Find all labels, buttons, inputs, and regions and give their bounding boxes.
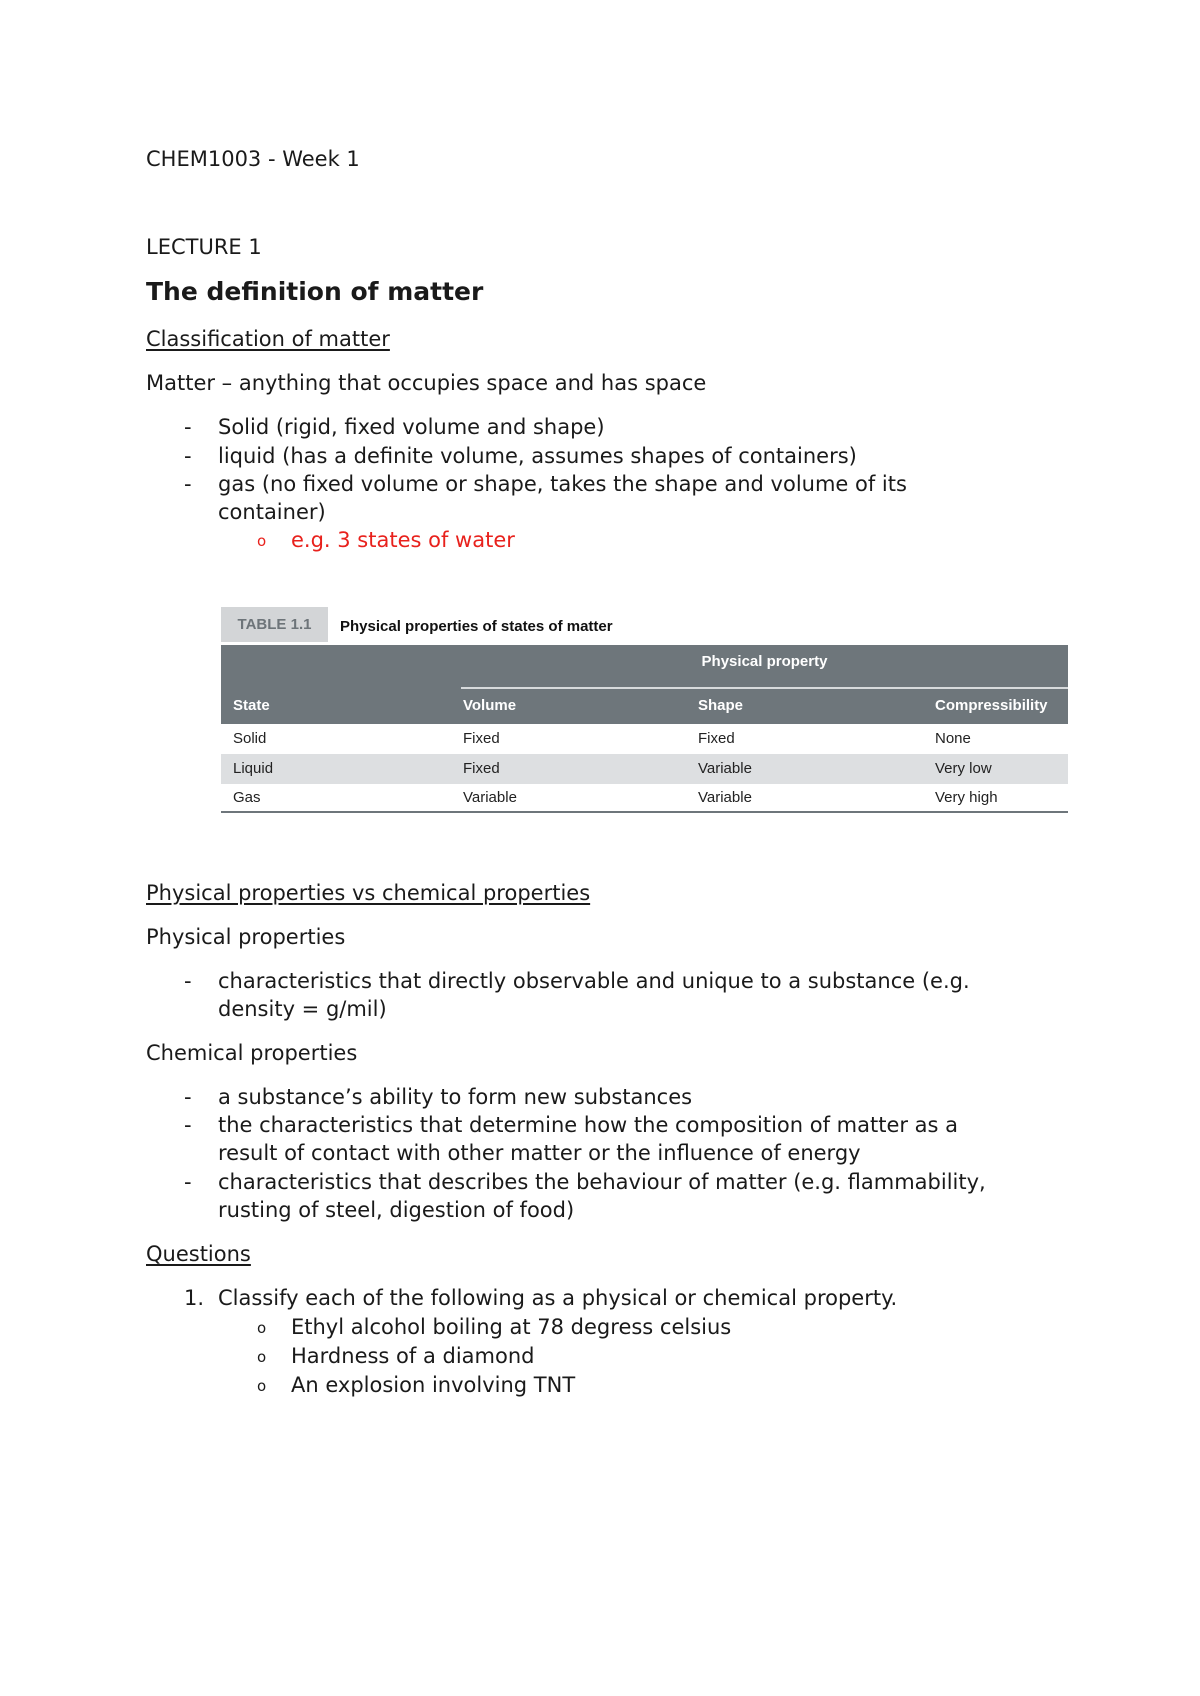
section-heading-physical-vs-chemical: Physical properties vs chemical properties [146,881,591,905]
physical-bullet: characteristics that directly observable and unique to a substance (e.g. [218,969,970,993]
question-item: Ethyl alcohol boiling at 78 degress celsius [291,1315,732,1339]
column-header-volume: Volume [463,697,517,714]
bullet-gas-continued: container) [218,500,326,524]
bullet-gas: gas (no fixed volume or shape, takes the shape and volume of its [218,472,907,496]
physical-bullet-continued: density = g/mil) [218,997,387,1021]
sub-bullet-marker: o [257,1377,267,1395]
physical-properties-label: Physical properties [146,925,346,949]
sub-bullet-marker: o [257,532,267,550]
chemical-bullet-continued: result of contact with other matter or the influence of energy [218,1141,861,1165]
question-item: An explosion involving TNT [291,1373,576,1397]
chemical-bullet-continued: rusting of steel, digestion of food) [218,1198,575,1222]
table-cell: Solid [233,730,267,747]
table-row [221,724,1068,754]
table-cell: Fixed [698,730,735,747]
question-text: Classify each of the following as a physical or chemical property. [218,1286,898,1310]
bullet-dash: - [184,415,192,439]
table-header [221,645,1068,724]
table-cell: Variable [698,760,752,777]
question-item: Hardness of a diamond [291,1344,535,1368]
table-cell: Gas [233,789,261,806]
bullet-dash: - [184,1170,192,1194]
table-cell: Very high [935,789,998,806]
chemical-bullet: characteristics that describes the behaviour of matter (e.g. flammability, [218,1170,986,1194]
table-group-divider [461,687,1068,689]
table-group-header: Physical property [701,653,828,670]
sub-bullet-marker: o [257,1348,267,1366]
table-row [221,754,1068,784]
bullet-dash: - [184,1113,192,1137]
bullet-dash: - [184,444,192,468]
column-header-state: State [233,697,270,714]
table-cell: Fixed [463,730,500,747]
states-of-matter-table [221,607,1068,813]
bullet-dash: - [184,472,192,496]
example-water-states: e.g. 3 states of water [291,528,515,552]
table-caption: Physical properties of states of matter [340,618,613,635]
question-number: 1. [184,1286,205,1310]
sub-bullet-marker: o [257,1319,267,1337]
bullet-dash: - [184,969,192,993]
table-cell: Variable [698,789,752,806]
chemical-bullet: a substance’s ability to form new substances [218,1085,693,1109]
table-cell: Variable [463,789,517,806]
matter-definition: Matter – anything that occupies space and has space [146,371,707,395]
table-bottom-rule [221,811,1068,813]
column-header-shape: Shape [698,697,744,714]
lecture-label: LECTURE 1 [146,235,262,259]
section-heading-classification: Classification of matter [146,327,390,351]
table-cell: Liquid [233,760,274,777]
bullet-liquid: liquid (has a definite volume, assumes shapes of containers) [218,444,857,468]
column-header-compressibility: Compressibility [935,697,1048,714]
table-row [221,783,1068,813]
page-title: The definition of matter [146,277,484,306]
questions-heading: Questions [146,1242,251,1266]
bullet-solid: Solid (rigid, fixed volume and shape) [218,415,605,439]
table-cell: None [935,730,971,747]
chemical-bullet: the characteristics that determine how the composition of matter as a [218,1113,959,1137]
bullet-dash: - [184,1085,192,1109]
table-cell: Fixed [463,760,500,777]
table-cell: Very low [935,760,992,777]
table-tag: TABLE 1.1 [221,607,328,642]
chemical-properties-label: Chemical properties [146,1041,358,1065]
course-week-header: CHEM1003 - Week 1 [146,147,360,171]
